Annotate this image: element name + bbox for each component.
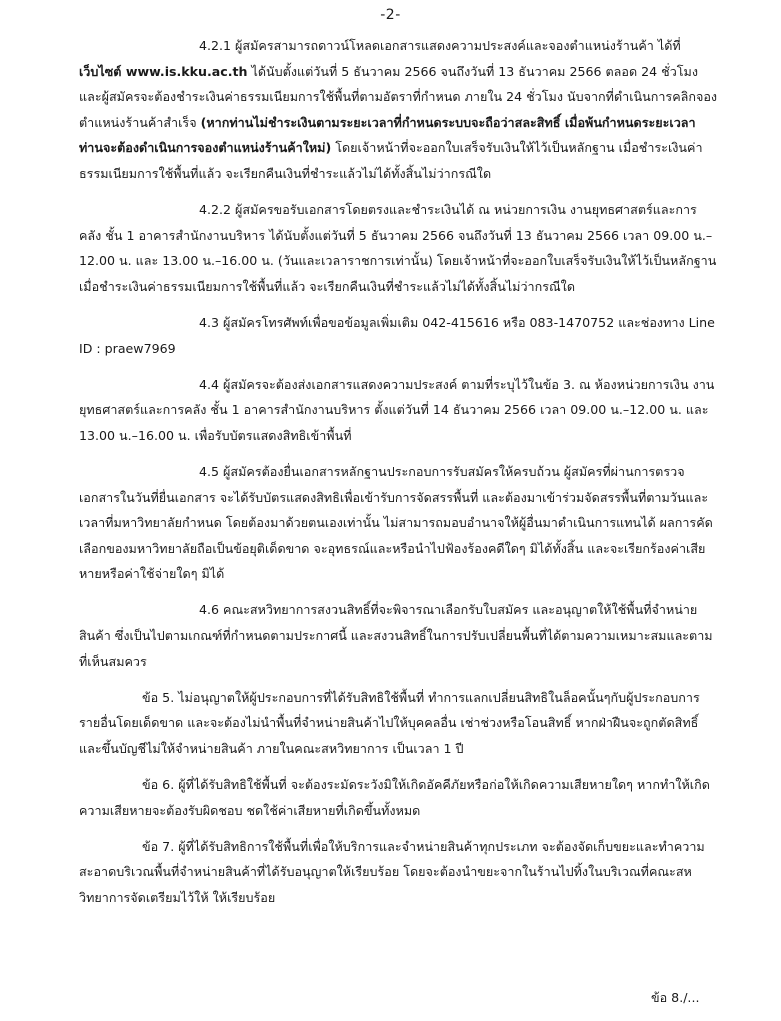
document-body	[79, 33, 719, 921]
clause-4-2-1-intro: 4.2.1 ผู้สมัครสามารถดาวน์โหลดเอกสารแสดงความประสงค์และจองตำแหน่งร้านค้า ได้ที่	[199, 38, 681, 53]
clause-4-2-1-tail: โดยเจ้าหน้าที่จะออกใบเสร็จรับเงินให้ไว้เป็นหลักฐาน เมื่อชำระเงินค่าธรรมเนียมการใช้พื้นที่แล้ว จะเรียกคืนเงินที่ชำระแล้วไม่ได้ทั้งสิ้นไม่ว่ากรณีใด	[79, 140, 703, 181]
clause-4-2-1-warning: (หากท่านไม่ชำระเงินตามระยะเวลาที่กำหนดระบบจะถือว่าสละสิทธิ์ เมื่อพ้นกำหนดระยะเวลาท่านจะต้องดำเนินการจองตำแหน่งร้านค้าใหม่)	[79, 114, 696, 156]
page-number: -2-	[380, 7, 401, 23]
clause-4-2-1	[79, 33, 719, 187]
clause-6: ข้อ 6. ผู้ที่ได้รับสิทธิใช้พื้นที่ จะต้องระมัดระวังมิให้เกิดอัคคีภัยหรือก่อให้เกิดความเสียหายใดๆ หากทำให้เกิดความเสียหายจะต้องรับผิดชอบ ชดใช้ค่าเสียหายที่เกิดขึ้นทั้งหมด	[79, 776, 710, 818]
clause-7: ข้อ 7. ผู้ที่ได้รับสิทธิการใช้พื้นที่เพื่อให้บริการและจำหน่ายสินค้าทุกประเภท จะต้องจัดเก็บขยะและทำความสะอาดบริเวณพื้นที่จำหน่ายสินค้าที่ได้รับอนุญาตให้เรียบร้อย โดยจะต้องนำขยะจากในร้านไปทิ้งในบริเวณที่คณะสหวิทยาการจัดเตรียมไว้ให้ ให้เรียบร้อย	[79, 838, 705, 905]
website-link[interactable]: เว็บไซต์ www.is.kku.ac.th	[79, 63, 248, 79]
clause-4-3: 4.3 ผู้สมัครโทรศัพท์เพื่อขอข้อมูลเพิ่มเติม 042-415616 หรือ 083-1470752 และช่องทาง Line ID : praew7969	[79, 314, 715, 356]
clause-4-5: 4.5 ผู้สมัครต้องยื่นเอกสารหลักฐานประกอบการรับสมัครให้ครบถ้วน ผู้สมัครที่ผ่านการตรวจเอกสารในวันที่ยื่นเอกสาร จะได้รับบัตรแสดงสิทธิเพื่อเข้ารับการจัดสรรพื้นที่ และต้องมาเข้าร่วมจัดสรรพื้นที่ตามวันและเวลาที่มหาวิทยาลัยกำหนด โดยต้องมาด้วยตนเองเท่านั้น ไม่สามารถมอบอำนาจให้ผู้อื่นมาดำเนินการแทนได้ ผลการคัดเลือกของมหาวิทยาลัยถือเป็นข้อยุติเด็ดขาด จะอุทธรณ์และหรือนำไปฟ้องร้องคดีใดๆ มิได้ทั้งสิ้น และจะเรียกร้องค่าเสียหายหรือค่าใช้จ่ายใดๆ มิได้	[79, 463, 713, 582]
next-page-reference: ข้อ 8./...	[651, 990, 700, 1005]
clause-4-6: 4.6 คณะสหวิทยาการสงวนสิทธิ์ที่จะพิจารณาเลือกรับใบสมัคร และอนุญาตให้ใช้พื้นที่จำหน่ายสินค้า ซึ่งเป็นไปตามเกณฑ์ที่กำหนดตามประกาศนี้ และสงวนสิทธิ์ในการปรับเปลี่ยนพื้นที่ได้ตามความเหมาะสมและตามที่เห็นสมควร	[79, 602, 713, 669]
clause-4-2-1-body: ได้นับตั้งแต่วันที่ 5 ธันวาคม 2566 จนถึงวันที่ 13 ธันวาคม 2566 ตลอด 24 ชั่วโมง และผู้สมัครจะต้องชำระเงินค่าธรรมเนียมการใช้พื้นที่ตามอัตราที่กำหนด ภายใน 24 ชั่วโมง นับจากที่ดำเนินการคลิกจองตำแหน่งร้านค้าสำเร็จ	[79, 63, 718, 130]
clause-4-4: 4.4 ผู้สมัครจะต้องส่งเอกสารแสดงความประสงค์ ตามที่ระบุไว้ในข้อ 3. ณ ห้องหน่วยการเงิน งานยุทธศาสตร์และการคลัง ชั้น 1 อาคารสำนักงานบริหาร ตั้งแต่วันที่ 14 ธันวาคม 2566 เวลา 09.00 น.–12.00 น. และ 13.00 น.–16.00 น. เพื่อรับบัตรแสดงสิทธิเข้าพื้นที่	[79, 376, 715, 443]
clause-4-2-2: 4.2.2 ผู้สมัครขอรับเอกสารโดยตรงและชำระเงินได้ ณ หน่วยการเงิน งานยุทธศาสตร์และการคลัง ชั้น 1 อาคารสำนักงานบริหาร ได้นับตั้งแต่วันที่ 5 ธันวาคม 2566 จนถึงวันที่ 13 ธันวาคม 2566 เวลา 09.00 น.–12.00 น. และ 13.00 น.–16.00 น. (วันและเวลาราชการเท่านั้น) โดยเจ้าหน้าที่จะออกใบเสร็จรับเงินให้ไว้เป็นหลักฐาน เมื่อชำระเงินค่าธรรมเนียมการใช้พื้นที่แล้ว จะเรียกคืนเงินที่ชำระแล้วไม่ได้ทั้งสิ้นไม่ว่ากรณีใด	[79, 202, 717, 294]
clause-5: ข้อ 5. ไม่อนุญาตให้ผู้ประกอบการที่ได้รับสิทธิใช้พื้นที่ ทำการแลกเปลี่ยนสิทธิในล็อคนั้นๆกับผู้ประกอบการรายอื่นโดยเด็ดขาด และจะต้องไม่นำพื้นที่จำหน่ายสินค้าไปให้บุคคลอื่น เช่าช่วงหรือโอนสิทธิ์ หากฝ่าฝืนจะถูกตัดสิทธิ์และขึ้นบัญชีไม่ให้จำหน่ายสินค้า ภายในคณะสหวิทยาการ เป็นเวลา 1 ปี	[79, 689, 700, 756]
